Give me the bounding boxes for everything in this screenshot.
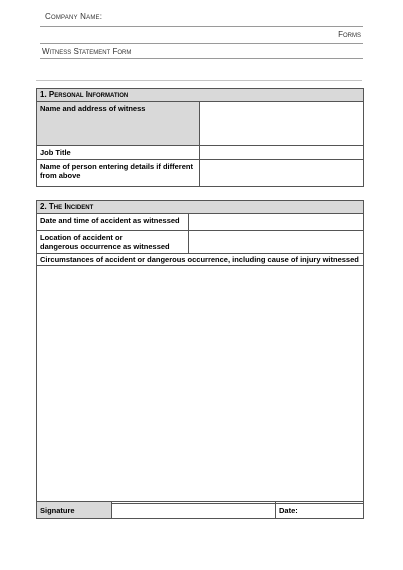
section-heading-personal: 1. Personal Information	[37, 89, 364, 102]
job-title-label: Job Title	[37, 146, 200, 160]
entering-person-label-line1: Name of person entering details if different	[40, 162, 193, 171]
date-field[interactable]	[276, 502, 364, 519]
personal-information-table	[36, 88, 364, 187]
date-label: Date:	[279, 505, 298, 515]
signature-table	[36, 501, 364, 519]
location-label-line1: Location of accident or	[40, 233, 123, 242]
name-address-label: Name and address of witness	[37, 102, 200, 146]
circumstances-label: Circumstances of accident or dangerous occurrence, including cause of injury witnessed	[37, 254, 364, 266]
circumstances-field[interactable]	[37, 266, 364, 504]
location-label-line2: dangerous occurrence as witnessed	[40, 242, 170, 251]
location-field[interactable]	[189, 231, 364, 254]
section-heading-incident: 2. The Incident	[37, 201, 364, 214]
location-label	[37, 231, 189, 254]
entering-person-label-line2: from above	[40, 171, 81, 180]
divider-line	[40, 43, 363, 44]
name-address-field[interactable]	[200, 102, 364, 146]
divider-line	[40, 58, 363, 59]
divider-line	[36, 80, 362, 81]
job-title-field[interactable]	[200, 146, 364, 160]
datetime-field[interactable]	[189, 214, 364, 231]
signature-field[interactable]	[112, 502, 276, 519]
divider-line	[40, 26, 363, 27]
forms-label: Forms	[338, 30, 361, 39]
company-name-label: Company Name:	[45, 12, 103, 21]
datetime-label: Date and time of accident as witnessed	[37, 214, 189, 231]
incident-table	[36, 200, 364, 504]
form-title: Witness Statement Form	[42, 47, 132, 56]
signature-label: Signature	[37, 502, 112, 519]
entering-person-label	[37, 160, 200, 187]
entering-person-field[interactable]	[200, 160, 364, 187]
